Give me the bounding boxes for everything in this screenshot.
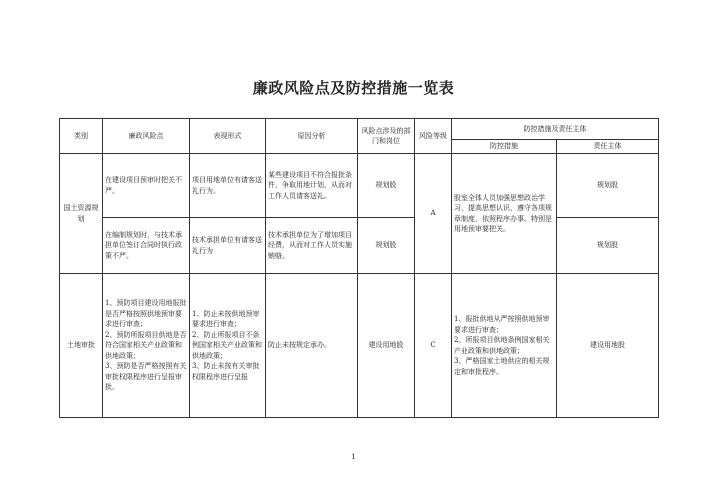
header-owner: 责任主体 [557,140,659,154]
header-cause: 原因分析 [266,119,358,154]
header-manifestation: 表现形式 [190,119,266,154]
table-row [60,274,659,418]
cause-cell: 某些建设项目不符合报批条件，争取用地计划，从而对工作人员请客送礼。 [266,154,358,218]
cause-cell: 技术承担单位为了增加项目经费，从而对工作人员实施贿赂。 [266,218,358,274]
risk-point-cell: 在编制规划时，与技术承担单位签订合同时执行政策不严。 [103,218,190,274]
dept-cell: 规划股 [358,218,415,274]
page-number: 1 [351,453,356,461]
owner-cell: 建设用地股 [557,274,659,418]
category-cell: 土地审批 [60,274,103,418]
header-risk-point: 廉政风险点 [103,119,190,154]
dept-cell: 建设用地股 [358,274,415,418]
level-cell: A [415,154,452,274]
cause-cell: 防止未按规定承办。 [266,274,358,418]
risk-point-cell: 在建设项目预审时把关不严。 [103,154,190,218]
table-row [60,154,659,218]
risk-point-cell: 1、预防项目建设用地报批是否严格按照供地预审要求进行审查； 2、预防所报项目供地是否符合国家相关产业政策和供地政策； 3、预防是否严格按照有关审批权限程序进行呈报审批。 [103,274,190,418]
page-title: 廉政风险点及防控措施一览表 [252,79,455,97]
level-cell: C [415,274,452,418]
table-row [60,218,659,274]
header-row [60,119,659,140]
owner-cell: 规划股 [557,218,659,274]
header-measures: 防控措施 [452,140,557,154]
header-measures-group: 防控措施及责任主体 [452,119,659,140]
risk-table [59,118,659,418]
measures-cell: 股室全体人员加强思想政治学习，提高思想认识，遵守各项规章制度，依照程序办事。特别是用地预审要把关。 [452,154,557,274]
manifestation-cell: 技术承担单位有请客送礼行为 [190,218,266,274]
manifestation-cell: 1、防止未按供地预审要求进行审查； 2、防止所报项目不条例国家相关产业政策和供地政策； 3、防止未按有关审批权限程序进行呈报 [190,274,266,418]
dept-cell: 规划股 [358,154,415,218]
category-cell: 国土资源规划 [60,154,103,274]
manifestation-cell: 项目用地单位有请客送礼行为。 [190,154,266,218]
measures-cell: 1、报批供地从严按照供地预审要求进行审查； 2、所报项目供地条例国家相关产业政策和供地政策； 3、严格国家土地供应的相关规定和审批程序。 [452,274,557,418]
header-category: 类别 [60,119,103,154]
header-dept: 风险点涉及的部门和岗位 [358,119,415,154]
header-level: 风险等级 [415,119,452,154]
owner-cell: 规划股 [557,154,659,218]
